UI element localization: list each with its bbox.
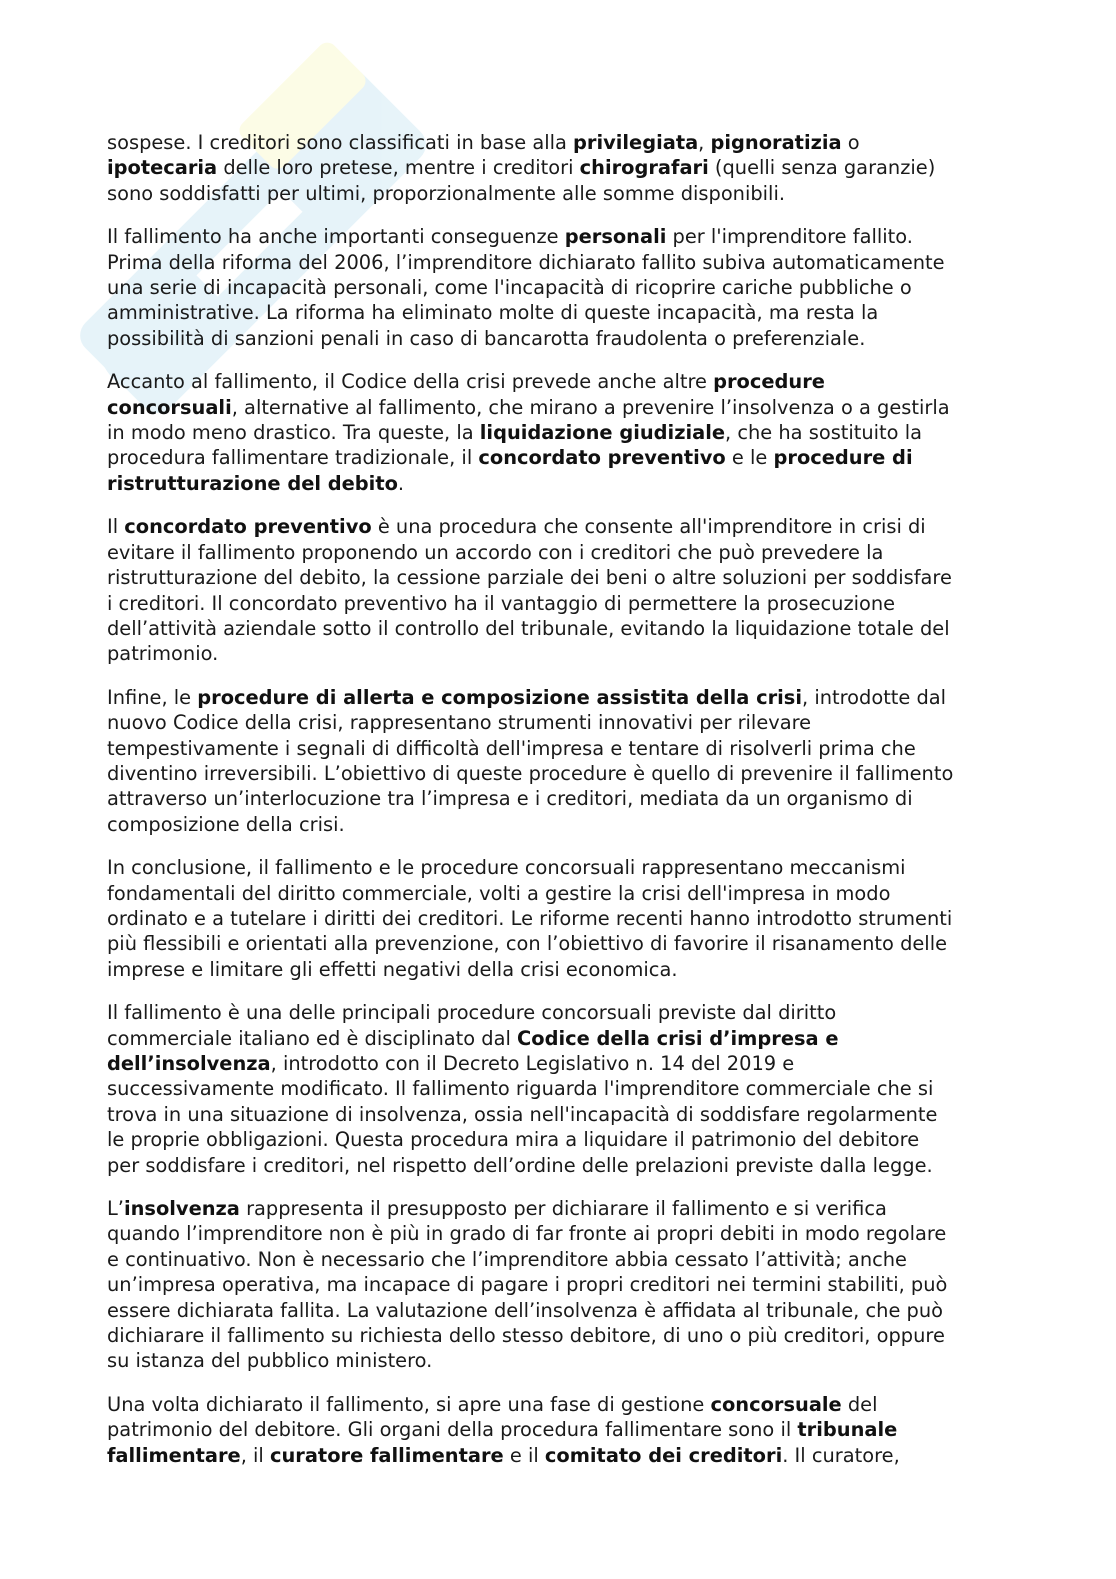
text-run: o bbox=[847, 131, 860, 154]
text-run: Una volta dichiarato il fallimento, si apre una fase di gestione bbox=[107, 1392, 711, 1416]
bold-term: comitato dei creditori bbox=[544, 1443, 783, 1467]
text-run: , il bbox=[240, 1443, 270, 1467]
bold-term: concorsuale bbox=[710, 1392, 842, 1416]
bold-term: ipotecaria bbox=[107, 156, 218, 180]
bold-term: insolvenza bbox=[123, 1197, 240, 1221]
bold-term: tribunale fallimentare bbox=[107, 1418, 898, 1467]
paragraph bbox=[107, 1392, 1012, 1468]
text-run: e il bbox=[503, 1443, 545, 1467]
paragraph bbox=[107, 369, 1012, 496]
text-run: (quelli senza garanzie) sono soddisfatti per ultimi, proporzionalmente alle somme disponibili. bbox=[107, 156, 936, 205]
bold-term: personali bbox=[564, 225, 667, 249]
text-run: del patrimonio del debitore. Gli organi della procedura fallimentare sono il bbox=[107, 1392, 878, 1442]
text-run: , introdotto con il Decreto Legislativo n. 14 del 2019 e successivamente modificato. Il fallimento riguarda l'imprenditore commerciale che si trova in una situazione di insolvenza, ossia nell'incapacità di soddisfare regolarmente le proprie obbligazioni. Questa procedura mira a liquidare il patrimonio del debitore per soddisfare i creditori, nel rispetto dell’ordine delle prelazioni previste dalla legge. bbox=[107, 1052, 938, 1177]
bold-term: curatore fallimentare bbox=[269, 1443, 504, 1467]
text-run: rappresenta il presupposto per dichiarare il fallimento e si verifica quando l’imprenditore non è più in grado di far fronte ai propri debiti in modo regolare e continuativo. Non è necessario che l’imprenditore abbia cessato l’attività; anche un’impresa operativa, ma incapace di pagare i propri creditori nei termini stabiliti, può essere dichiarata fallita. La valutazione dell’insolvenza è affidata al tribunale, che può dichiarare il fallimento su richiesta dello stesso debitore, di uno o più creditori, oppure su istanza del pubblico ministero. bbox=[107, 1197, 948, 1373]
bold-term: liquidazione giudiziale bbox=[479, 421, 726, 445]
bold-term: concordato preventivo bbox=[124, 515, 372, 539]
bold-term: chirografari bbox=[579, 156, 709, 180]
text-run: Accanto al fallimento, il Codice della crisi prevede anche altre bbox=[107, 370, 714, 394]
text-run: Il bbox=[107, 515, 125, 539]
paragraph bbox=[107, 1000, 1012, 1178]
paragraph bbox=[107, 130, 1012, 206]
text-run: per l'imprenditore fallito. Prima della riforma del 2006, l’imprenditore dichiarato fallito subiva automaticamente una serie di incapacità personali, come l'incapacità di ricoprire cariche pubbliche o amministrative. La riforma ha eliminato molte di queste incapacità, ma resta la possibilità di sanzioni penali in caso di bancarotta fraudolenta o preferenziale. bbox=[107, 225, 945, 350]
text-run: , bbox=[698, 131, 711, 154]
text-run: In conclusione, il fallimento e le procedure concorsuali rappresentano meccanismi fondamentali del diritto commerciale, volti a gestire la crisi dell'impresa in modo ordinato e a tutelare i diritti dei creditori. Le riforme recenti hanno introdotto strumenti più flessibili e orientati alla prevenzione, con l’obiettivo di favorire il risanamento delle imprese e limitare gli effetti negativi della crisi economica. bbox=[107, 856, 953, 981]
bold-term: concordato preventivo bbox=[478, 446, 726, 470]
document-body bbox=[107, 130, 1012, 1486]
text-run: L’ bbox=[107, 1197, 124, 1221]
paragraph bbox=[107, 514, 1012, 666]
paragraph bbox=[107, 1196, 1012, 1374]
text-run: delle loro pretese, mentre i creditori bbox=[217, 156, 580, 180]
text-run: Infine, le bbox=[107, 685, 198, 709]
bold-term: privilegiata bbox=[573, 131, 699, 154]
bold-term: procedure di allerta e composizione assistita della crisi bbox=[197, 685, 802, 709]
paragraph bbox=[107, 685, 1012, 837]
text-run: , alternative al fallimento, che mirano a prevenire l’insolvenza o a gestirla in modo meno drastico. Tra queste, la bbox=[107, 395, 950, 445]
bold-term: pignoratizia bbox=[710, 131, 842, 154]
bold-term: procedure concorsuali bbox=[107, 370, 825, 419]
text-run: sospese. I creditori sono classificati in base alla bbox=[107, 131, 574, 154]
text-run: Il fallimento ha anche importanti conseguenze bbox=[107, 225, 565, 249]
paragraph bbox=[107, 224, 1012, 351]
bold-term: Codice della crisi d’impresa e dell’insolvenza bbox=[107, 1026, 839, 1075]
text-run: , introdotte dal nuovo Codice della crisi, rappresentano strumenti innovativi per rilevare tempestivamente i segnali di difficoltà dell'impresa e tentare di risolverli prima che diventino irreversibili. L’obiettivo di queste procedure è quello di prevenire il fallimento attraverso un’interlocuzione tra l’impresa e i creditori, mediata da un organismo di composizione della crisi. bbox=[107, 685, 954, 836]
paragraph bbox=[107, 855, 1012, 982]
text-run: . Il curatore, bbox=[782, 1443, 900, 1467]
text-run: è una procedura che consente all'imprenditore in crisi di evitare il fallimento proponendo un accordo con i creditori che può prevedere la ristrutturazione del debito, la cessione parziale dei beni o altre soluzioni per soddisfare i creditori. Il concordato preventivo ha il vantaggio di permettere la prosecuzione dell’attività aziendale sotto il controllo del tribunale, evitando la liquidazione totale del patrimonio. bbox=[107, 515, 952, 666]
text-run: . bbox=[397, 471, 405, 495]
text-run: , che ha sostituito la procedura fallimentare tradizionale, il bbox=[107, 421, 922, 470]
text-run: e le bbox=[725, 446, 774, 470]
bold-term: procedure di ristrutturazione del debito bbox=[107, 446, 913, 495]
text-run: Il fallimento è una delle principali procedure concorsuali previste dal diritto commerciale italiano ed è disciplinato dal bbox=[107, 1001, 837, 1050]
